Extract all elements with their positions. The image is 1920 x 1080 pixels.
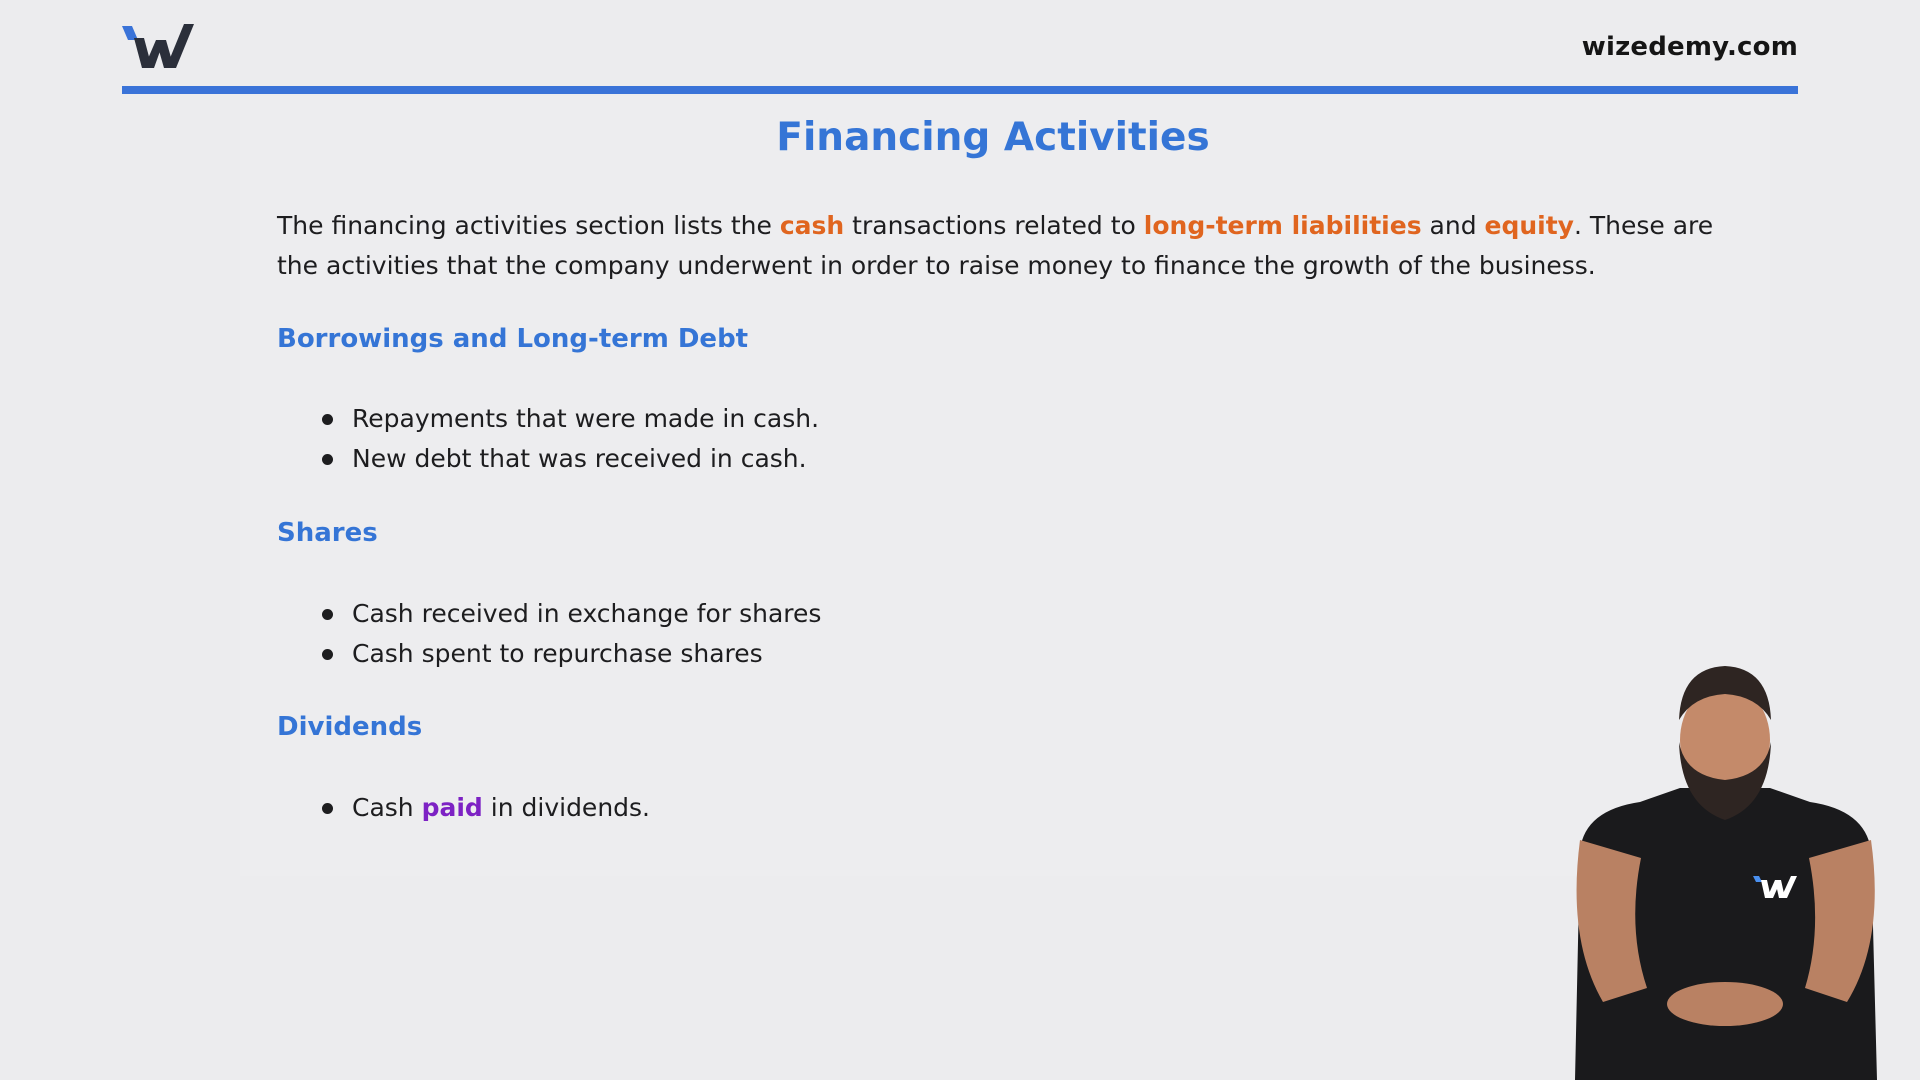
dividends-list — [320, 788, 650, 828]
intro-text: The financing activities section lists the — [277, 211, 780, 240]
wizedemy-logo-icon — [122, 22, 196, 74]
list-item: New debt that was received in cash. — [320, 439, 819, 479]
shares-list — [320, 594, 821, 674]
list-item-text: Cash — [352, 793, 422, 822]
borrowings-list — [320, 399, 819, 479]
section-heading-dividends: Dividends — [277, 712, 423, 742]
intro-paragraph — [277, 206, 1737, 286]
intro-text: transactions related to — [844, 211, 1144, 240]
highlight-equity: equity — [1484, 211, 1574, 240]
intro-text: and — [1421, 211, 1485, 240]
list-item: Cash received in exchange for shares — [320, 594, 821, 634]
list-item — [320, 788, 650, 828]
slide-title: Financing Activities — [776, 115, 1210, 160]
header-divider — [122, 86, 1798, 94]
highlight-paid: paid — [421, 793, 483, 822]
section-heading-shares: Shares — [277, 518, 378, 548]
site-domain: wizedemy.com — [1581, 32, 1798, 62]
list-item-text: in dividends. — [482, 793, 651, 822]
presenter-video — [1555, 660, 1890, 1080]
list-item: Cash spent to repurchase shares — [320, 634, 821, 674]
section-heading-borrowings: Borrowings and Long-term Debt — [277, 324, 749, 354]
intro-text: . These are the activities that the company underwent in order to raise money to finance the growth of the business. — [277, 211, 1714, 280]
highlight-long-term-liabilities: long-term liabilities — [1143, 211, 1422, 240]
highlight-cash: cash — [779, 211, 845, 240]
list-item: Repayments that were made in cash. — [320, 399, 819, 439]
